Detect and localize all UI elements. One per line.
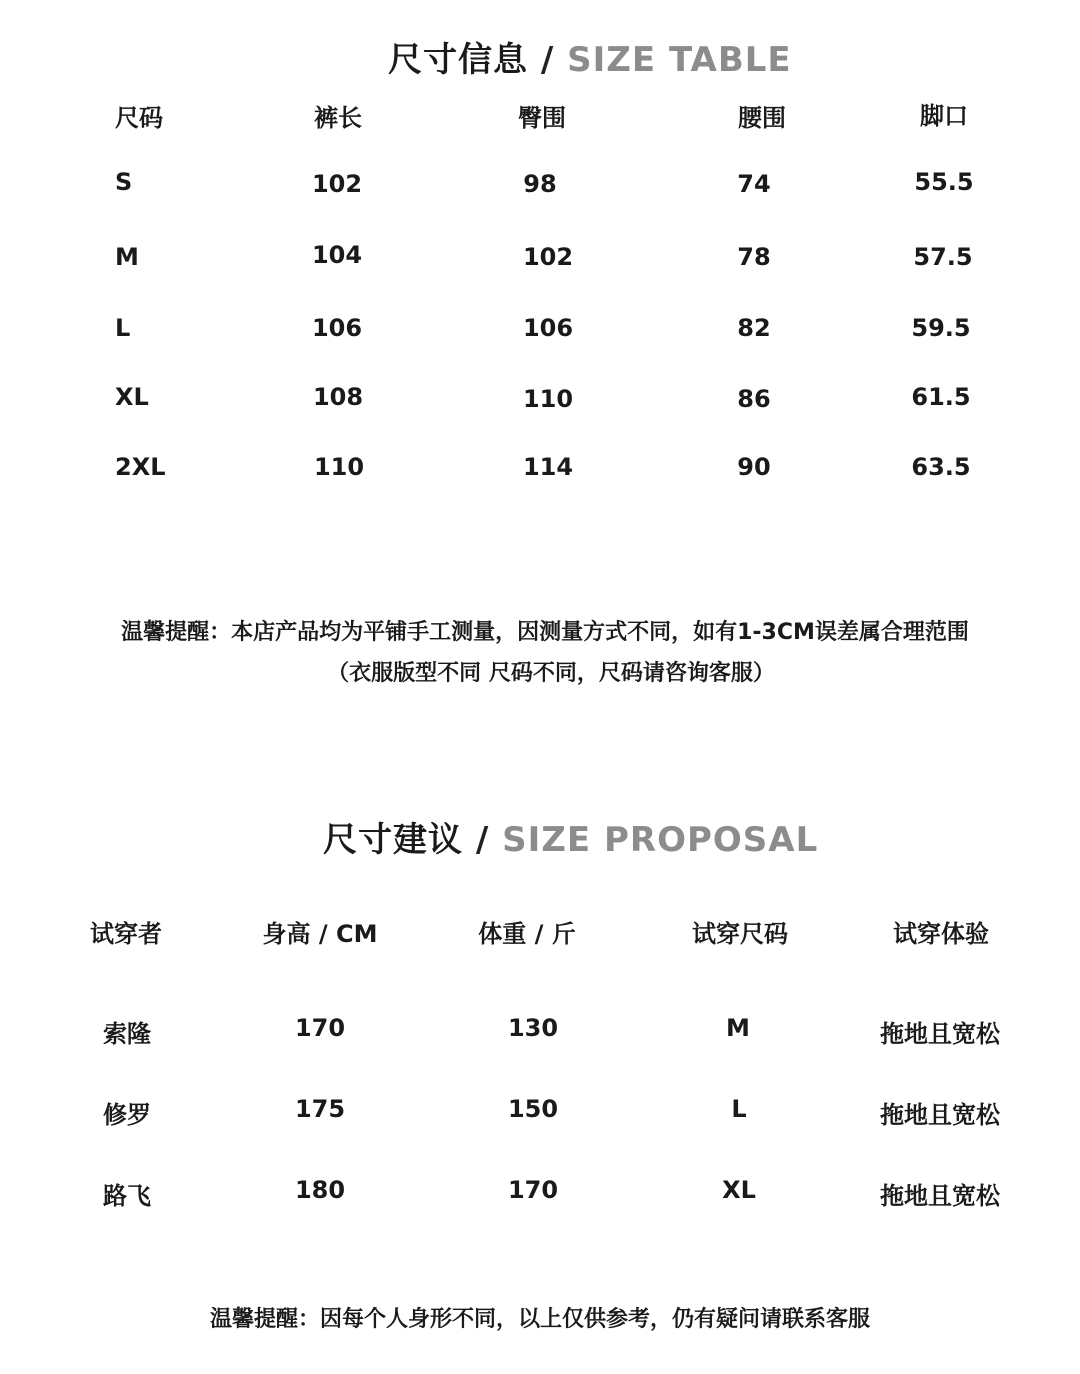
size-proposal-cell: 170 bbox=[507, 1176, 559, 1204]
size-proposal-cell: 150 bbox=[507, 1095, 559, 1123]
size-proposal-header-tester: 试穿者 bbox=[90, 920, 162, 948]
size-proposal-title bbox=[323, 812, 818, 861]
size-table-cell: M bbox=[115, 243, 139, 271]
size-table-header-length: 裤长 bbox=[314, 104, 362, 132]
size-table-title-cn: 尺寸信息 bbox=[388, 40, 528, 80]
size-proposal-cell: 170 bbox=[294, 1014, 346, 1042]
size-table-cell: 57.5 bbox=[913, 243, 973, 271]
size-table-title bbox=[388, 32, 792, 81]
size-table-cell: 106 bbox=[311, 314, 363, 342]
size-proposal-cell: M bbox=[726, 1014, 750, 1042]
size-proposal-title-sep: / bbox=[475, 820, 490, 860]
size-proposal-cell: 130 bbox=[507, 1014, 559, 1042]
size-proposal-title-cn: 尺寸建议 bbox=[323, 820, 463, 860]
size-table-title-en: SIZE TABLE bbox=[567, 40, 792, 80]
size-proposal-cell: 路飞 bbox=[103, 1182, 151, 1210]
size-table-cell: 82 bbox=[737, 314, 771, 342]
size-table-cell: 74 bbox=[737, 170, 771, 198]
size-proposal-cell: 修罗 bbox=[103, 1101, 151, 1129]
size-table-cell: 108 bbox=[312, 383, 364, 411]
size-table-cell: 90 bbox=[737, 453, 771, 481]
size-proposal-cell: 180 bbox=[294, 1176, 346, 1204]
size-proposal-cell: 175 bbox=[294, 1095, 346, 1123]
size-proposal-header-height: 身高 / CM bbox=[262, 920, 378, 948]
size-proposal-cell: 拖地且宽松 bbox=[880, 1101, 1000, 1129]
size-proposal-cell: 索隆 bbox=[103, 1020, 151, 1048]
size-table-cell: S bbox=[115, 168, 133, 196]
size-table-cell: 106 bbox=[522, 314, 574, 342]
size-table-cell: 110 bbox=[522, 385, 574, 413]
size-table-cell: 59.5 bbox=[911, 314, 971, 342]
size-table-notice-sub: （衣服版型不同 尺码不同，尺码请咨询客服） bbox=[327, 661, 775, 686]
size-proposal-title-en: SIZE PROPOSAL bbox=[502, 820, 819, 860]
size-table-notice: 温馨提醒：本店产品均为平铺手工测量，因测量方式不同，如有1-3CM误差属合理范围 bbox=[121, 620, 969, 645]
size-proposal-cell: 拖地且宽松 bbox=[880, 1020, 1000, 1048]
size-table-cell: 61.5 bbox=[911, 383, 971, 411]
size-table-cell: 98 bbox=[523, 170, 557, 198]
size-table-cell: 110 bbox=[313, 453, 365, 481]
size-table-cell: 102 bbox=[311, 170, 363, 198]
size-table-cell: 55.5 bbox=[914, 168, 974, 196]
size-table-cell: 63.5 bbox=[911, 453, 971, 481]
size-proposal-notice: 温馨提醒：因每个人身形不同，以上仅供参考，仍有疑问请联系客服 bbox=[209, 1307, 871, 1332]
size-table-cell: 114 bbox=[522, 453, 574, 481]
size-table-cell: 102 bbox=[522, 243, 574, 271]
size-table-header-waist: 腰围 bbox=[738, 104, 786, 132]
size-table-header-hip: 臀围 bbox=[518, 104, 566, 132]
size-table-cell: 2XL bbox=[115, 453, 166, 481]
size-table-header-hem: 脚口 bbox=[920, 102, 968, 130]
size-proposal-header-size: 试穿尺码 bbox=[692, 920, 788, 948]
size-proposal-cell: L bbox=[731, 1095, 747, 1123]
size-proposal-header-weight: 体重 / 斤 bbox=[478, 920, 576, 948]
size-proposal-header-experience: 试穿体验 bbox=[893, 920, 989, 948]
size-table-cell: 104 bbox=[311, 241, 363, 269]
size-table-header-size: 尺码 bbox=[115, 104, 163, 132]
size-table-title-sep: / bbox=[540, 40, 555, 80]
size-proposal-cell: 拖地且宽松 bbox=[880, 1182, 1000, 1210]
size-table-cell: XL bbox=[115, 383, 149, 411]
size-proposal-cell: XL bbox=[722, 1176, 756, 1204]
size-table-cell: 78 bbox=[737, 243, 771, 271]
size-table-cell: 86 bbox=[737, 385, 771, 413]
size-table-cell: L bbox=[115, 314, 131, 342]
